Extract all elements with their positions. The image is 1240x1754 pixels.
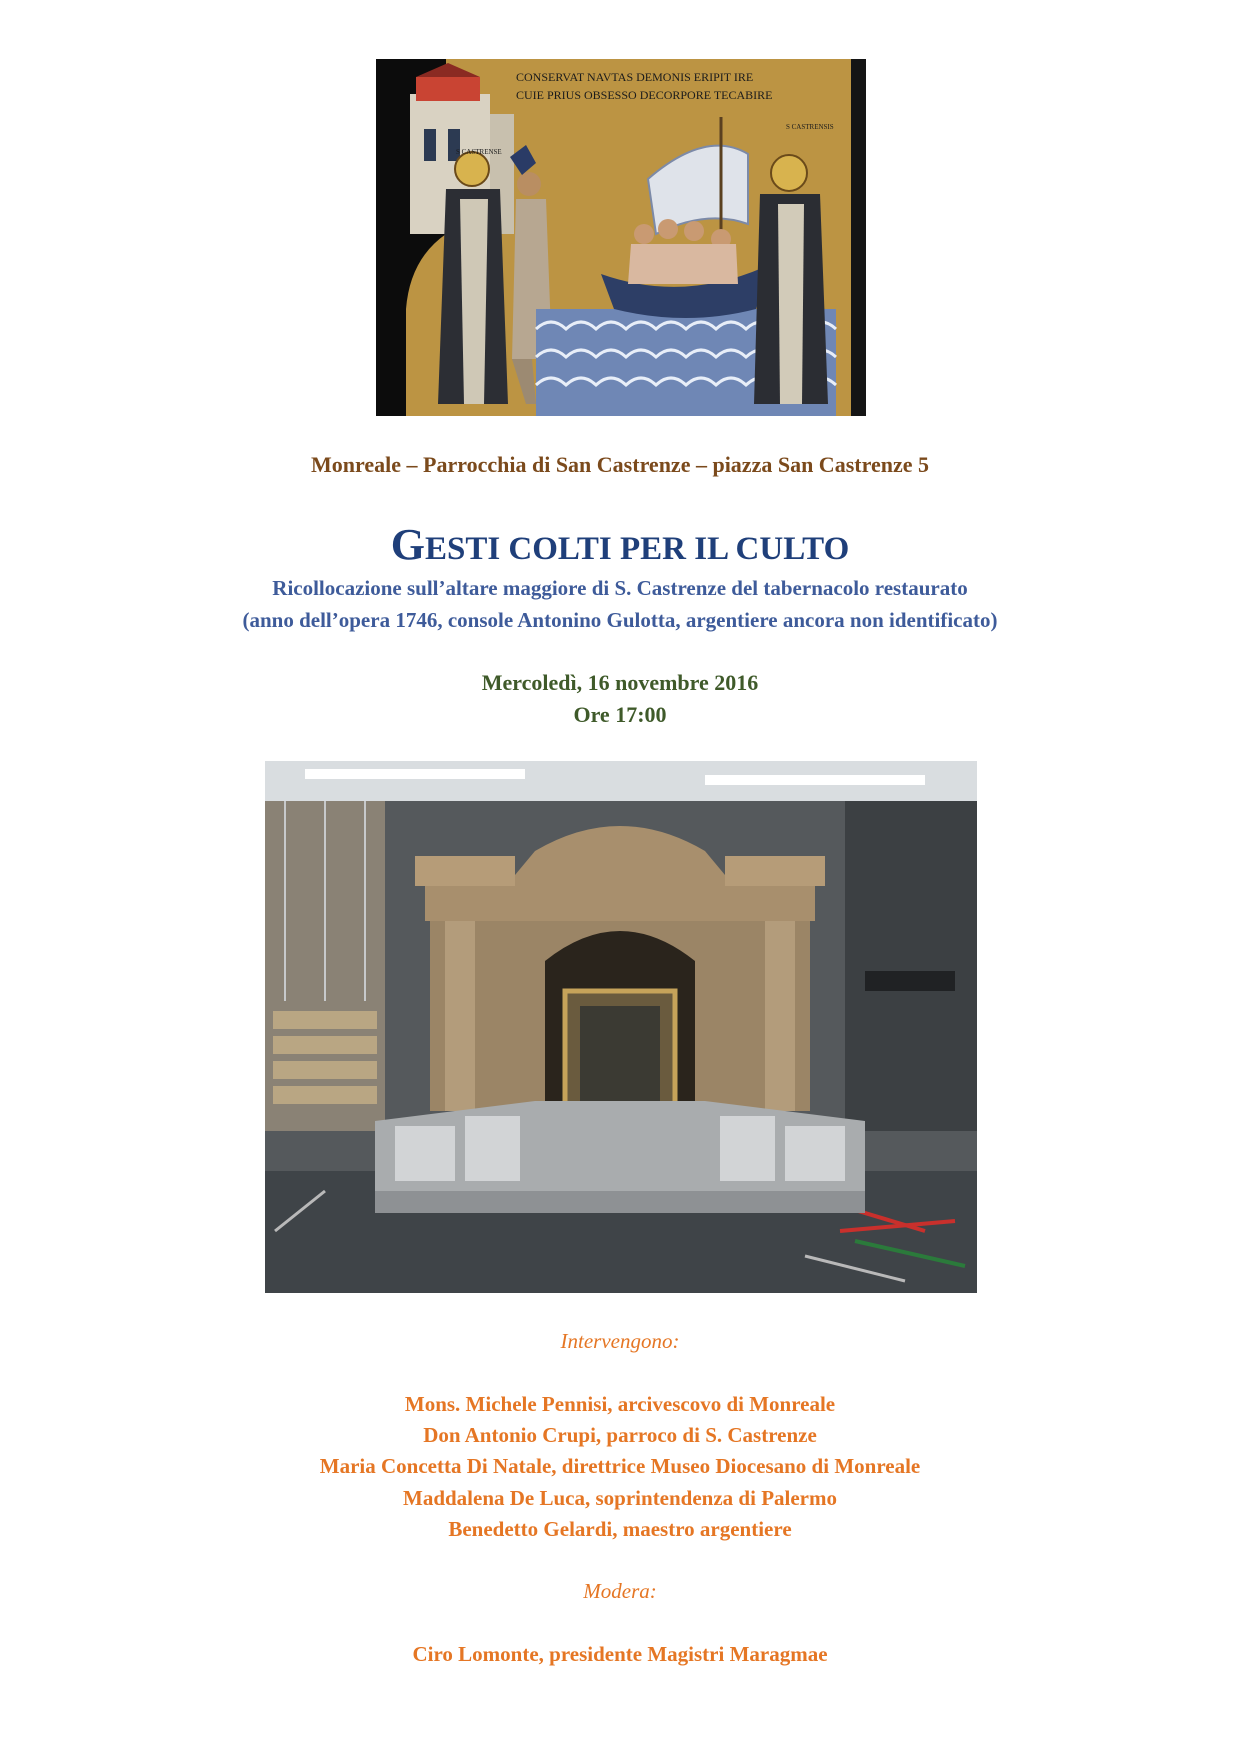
mosaic-right-label: S CASTRENSIS bbox=[786, 123, 834, 131]
event-subtitle-line1: Ricollocazione sull’altare maggiore di S. Castrenze del tabernacolo restaurato bbox=[272, 576, 968, 600]
speakers-heading: Intervengono: bbox=[560, 1329, 680, 1353]
location-line: Monreale – Parrocchia di San Castrenze – piazza San Castrenze 5 bbox=[311, 452, 929, 477]
speaker-2: Don Antonio Crupi, parroco di S. Castrenze bbox=[423, 1423, 817, 1447]
speaker-3: Maria Concetta Di Natale, direttrice Museo Diocesano di Monreale bbox=[319, 1454, 921, 1478]
event-time: Ore 17:00 bbox=[573, 702, 667, 727]
mosaic-inscription-2: CUIE PRIUS OBSESSO DECORPORE TECABIRE bbox=[516, 88, 773, 102]
mosaic-illustration bbox=[376, 59, 866, 416]
title-rest: ESTI COLTI PER IL CULTO bbox=[424, 531, 850, 567]
tabernacle-illustration bbox=[265, 761, 977, 1293]
event-date: Mercoledì, 16 novembre 2016 bbox=[481, 670, 759, 695]
event-subtitle-line2: (anno dell’opera 1746, console Antonino Gulotta, argentiere ancora non identificato) bbox=[242, 608, 998, 632]
speaker-1: Mons. Michele Pennisi, arcivescovo di Monreale bbox=[404, 1392, 836, 1416]
speaker-5: Benedetto Gelardi, maestro argentiere bbox=[448, 1517, 792, 1541]
mosaic-left-label: S CASTRENSE bbox=[456, 148, 502, 156]
moderator-heading: Modera: bbox=[583, 1579, 657, 1603]
event-title bbox=[0, 519, 1240, 570]
moderator-name: Ciro Lomonte, presidente Magistri Maragmae bbox=[412, 1642, 828, 1666]
speaker-4: Maddalena De Luca, soprintendenza di Palermo bbox=[403, 1486, 837, 1510]
mosaic-inscription-1: CONSERVAT NAVTAS DEMONIS ERIPIT IRE bbox=[516, 70, 754, 84]
tabernacle-photo bbox=[265, 761, 977, 1293]
title-initial: G bbox=[390, 520, 425, 569]
mosaic-image bbox=[376, 59, 866, 416]
